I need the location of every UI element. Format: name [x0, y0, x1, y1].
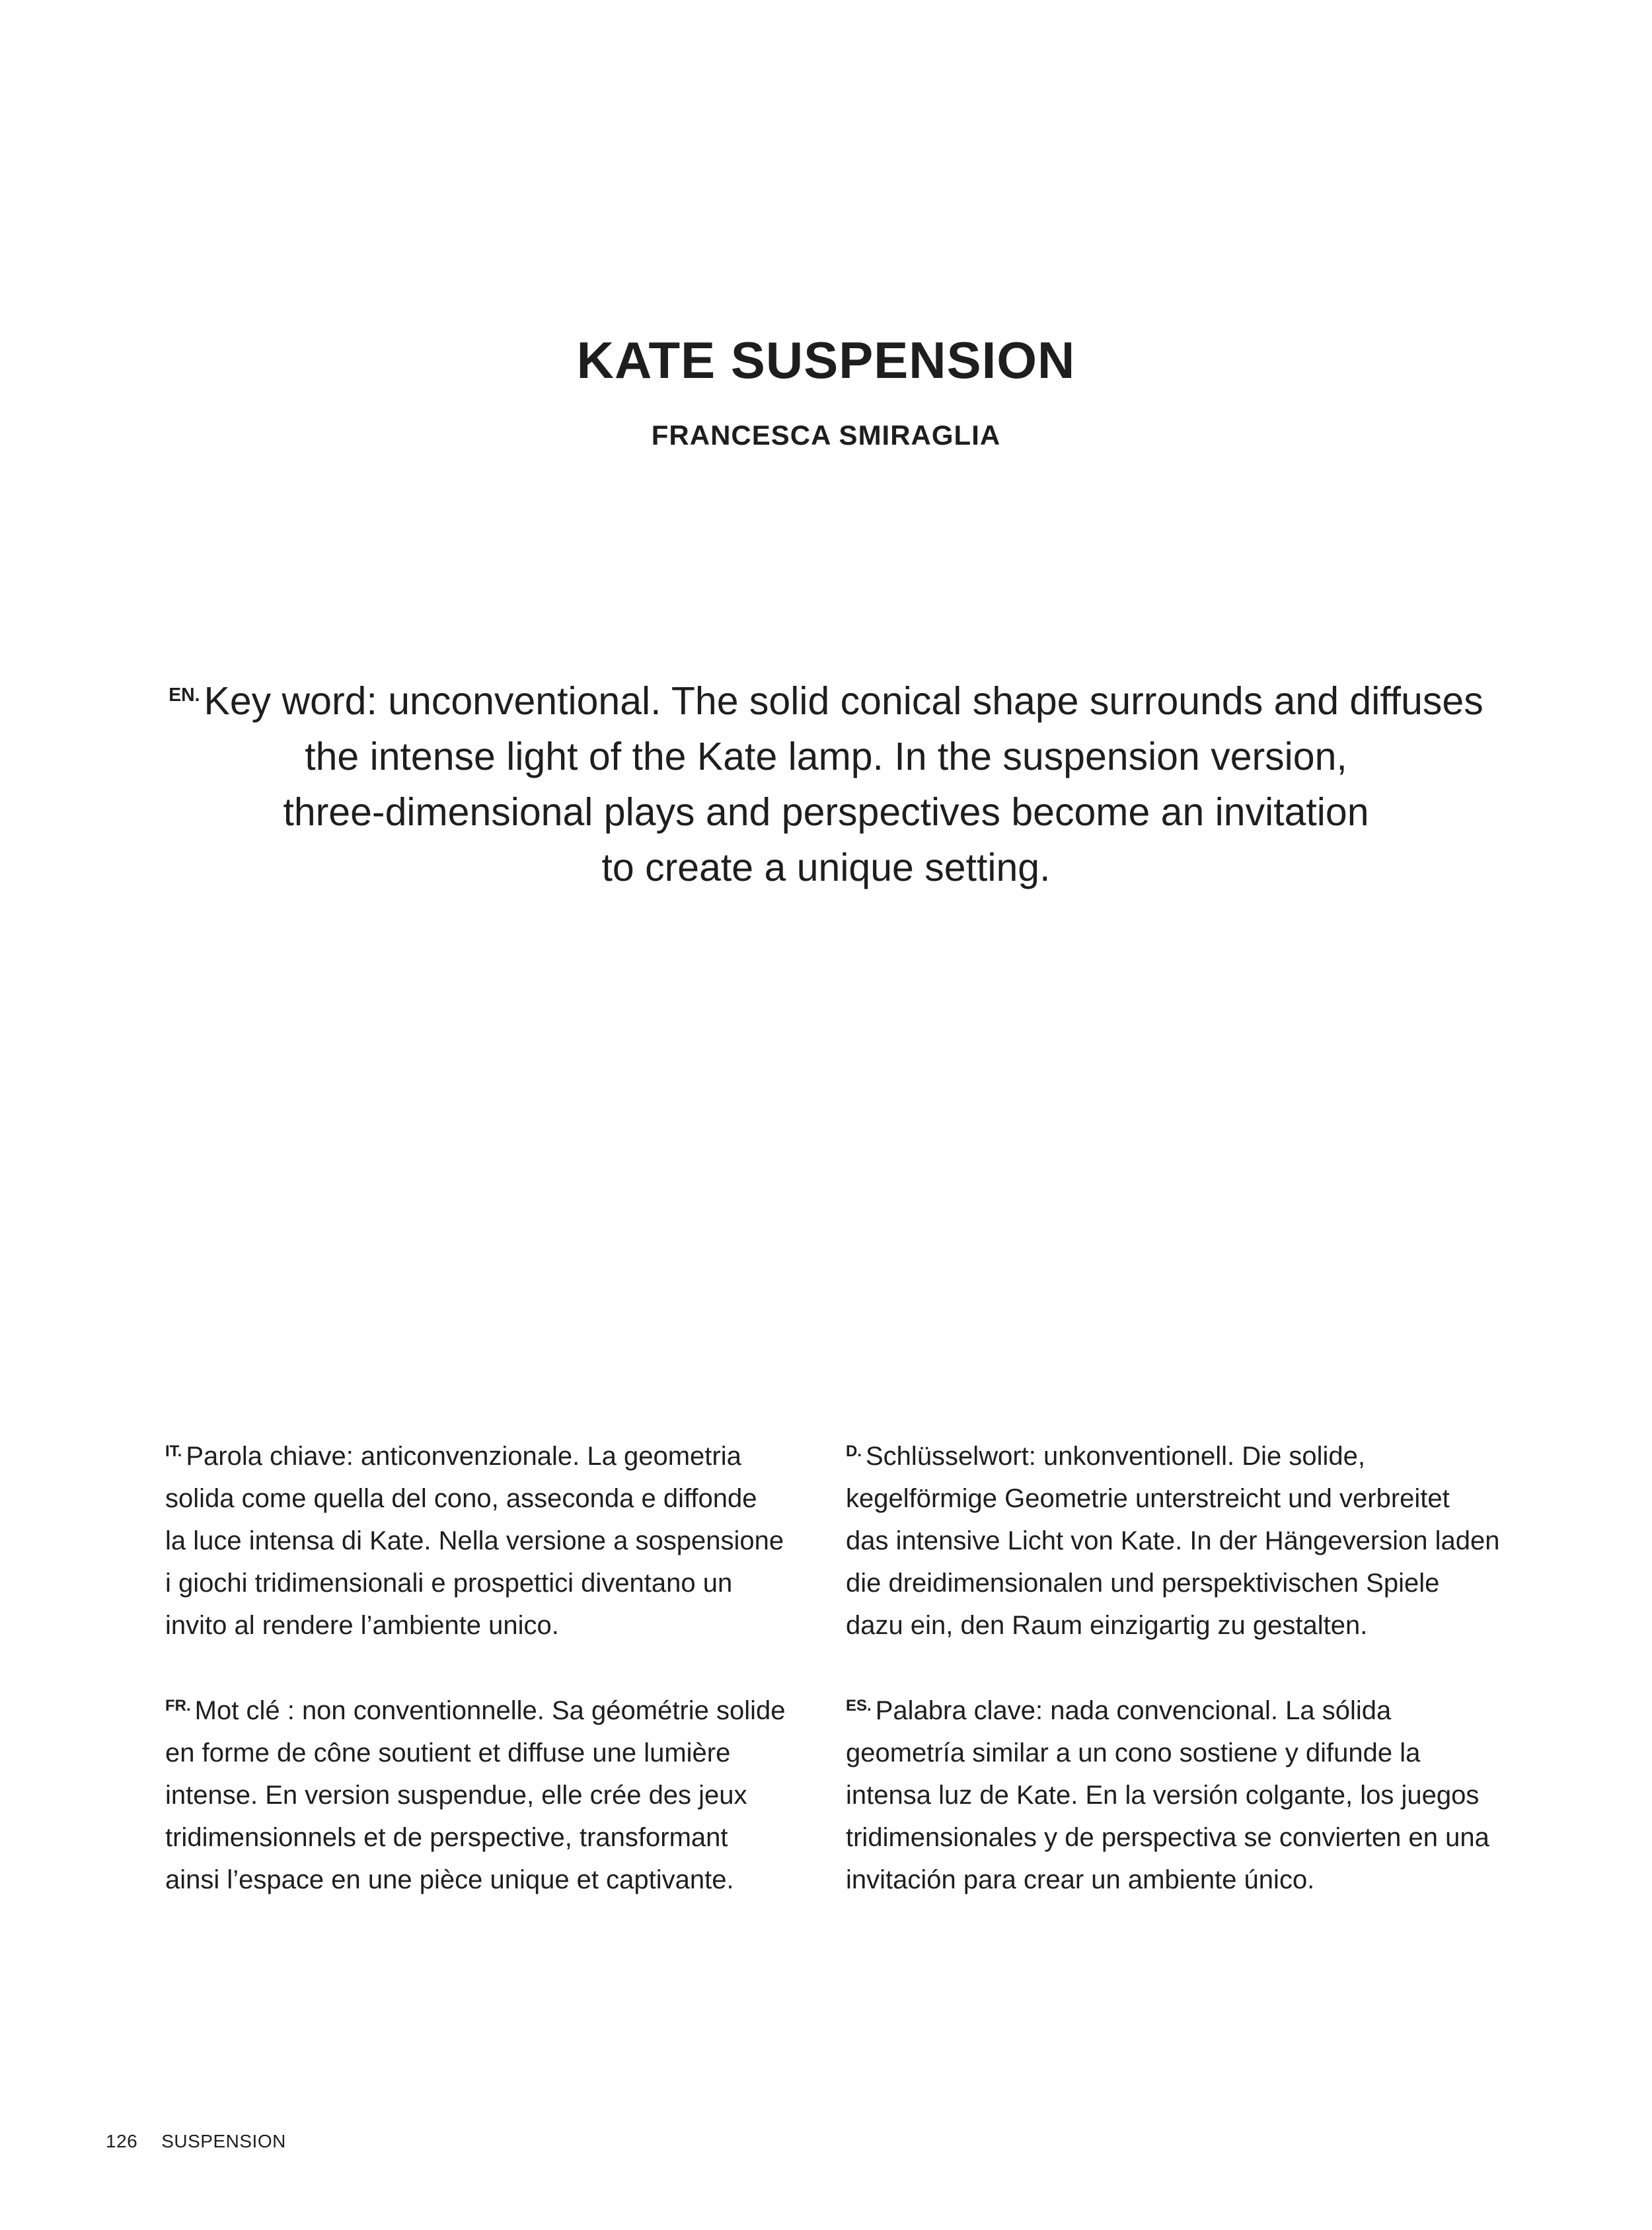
intro-line: to create a unique setting.	[601, 845, 1051, 889]
lang-tag-de: D.	[846, 1442, 862, 1460]
section-name: SUSPENSION	[161, 2131, 286, 2151]
lang-tag-it: IT.	[165, 1442, 182, 1460]
text-line: tridimensionales y de perspectiva se convierten en una	[846, 1823, 1489, 1853]
text-line: tridimensionnels et de perspective, transformant	[165, 1823, 728, 1853]
page-number: 126	[106, 2131, 138, 2151]
text-line: dazu ein, den Raum einzigartig zu gestalten.	[846, 1611, 1368, 1641]
text-line: Palabra clave: nada convencional. La sólida	[875, 1696, 1392, 1726]
intro-paragraph-en	[132, 667, 1520, 895]
lang-tag-es: ES.	[846, 1697, 872, 1715]
text-line: la luce intensa di Kate. Nella versione a sospensione	[165, 1526, 784, 1556]
text-line: i giochi tridimensionali e prospettici diventano un	[165, 1569, 733, 1598]
text-line: intense. En version suspendue, elle crée des jeux	[165, 1781, 747, 1810]
text-line: invito al rendere l’ambiente unico.	[165, 1611, 559, 1641]
text-line: Mot clé : non conventionnelle. Sa géométrie solide	[194, 1696, 786, 1726]
intro-line: three-dimensional plays and perspectives become an invitation	[283, 790, 1369, 834]
paragraph-es	[846, 1685, 1507, 1901]
text-line: Parola chiave: anticonvenzionale. La geometria	[186, 1442, 741, 1471]
page-title: KATE SUSPENSION	[576, 331, 1076, 389]
text-line: intensa luz de Kate. En la versión colgante, los juegos	[846, 1781, 1480, 1810]
lang-tag-fr: FR.	[165, 1697, 191, 1715]
lang-tag-en: EN.	[169, 685, 200, 706]
text-line: ainsi l’espace en une pièce unique et captivante.	[165, 1865, 734, 1895]
text-line: solida come quella del cono, asseconda e diffonde	[165, 1484, 757, 1514]
designer-name: FRANCESCA SMIRAGLIA	[651, 420, 1001, 451]
text-line: Schlüsselwort: unkonventionell. Die solide,	[866, 1442, 1365, 1471]
text-line: en forme de cône soutient et diffuse une lumière	[165, 1738, 731, 1768]
text-line: kegelförmige Geometrie unterstreicht und verbreitet	[846, 1484, 1450, 1514]
text-line: invitación para crear un ambiente único.	[846, 1865, 1315, 1895]
text-line: das intensive Licht von Kate. In der Hängeversion laden	[846, 1526, 1500, 1556]
paragraph-it	[165, 1431, 826, 1647]
paragraph-de	[846, 1431, 1507, 1647]
intro-line: Key word: unconventional. The solid conical shape surrounds and diffuses	[204, 679, 1483, 723]
intro-line: the intense light of the Kate lamp. In the suspension version,	[305, 734, 1347, 778]
text-line: die dreidimensionalen und perspektivischen Spiele	[846, 1569, 1440, 1598]
text-line: geometría similar a un cono sostiene y difunde la	[846, 1738, 1421, 1768]
page-footer	[106, 2131, 286, 2152]
paragraph-fr	[165, 1685, 826, 1901]
